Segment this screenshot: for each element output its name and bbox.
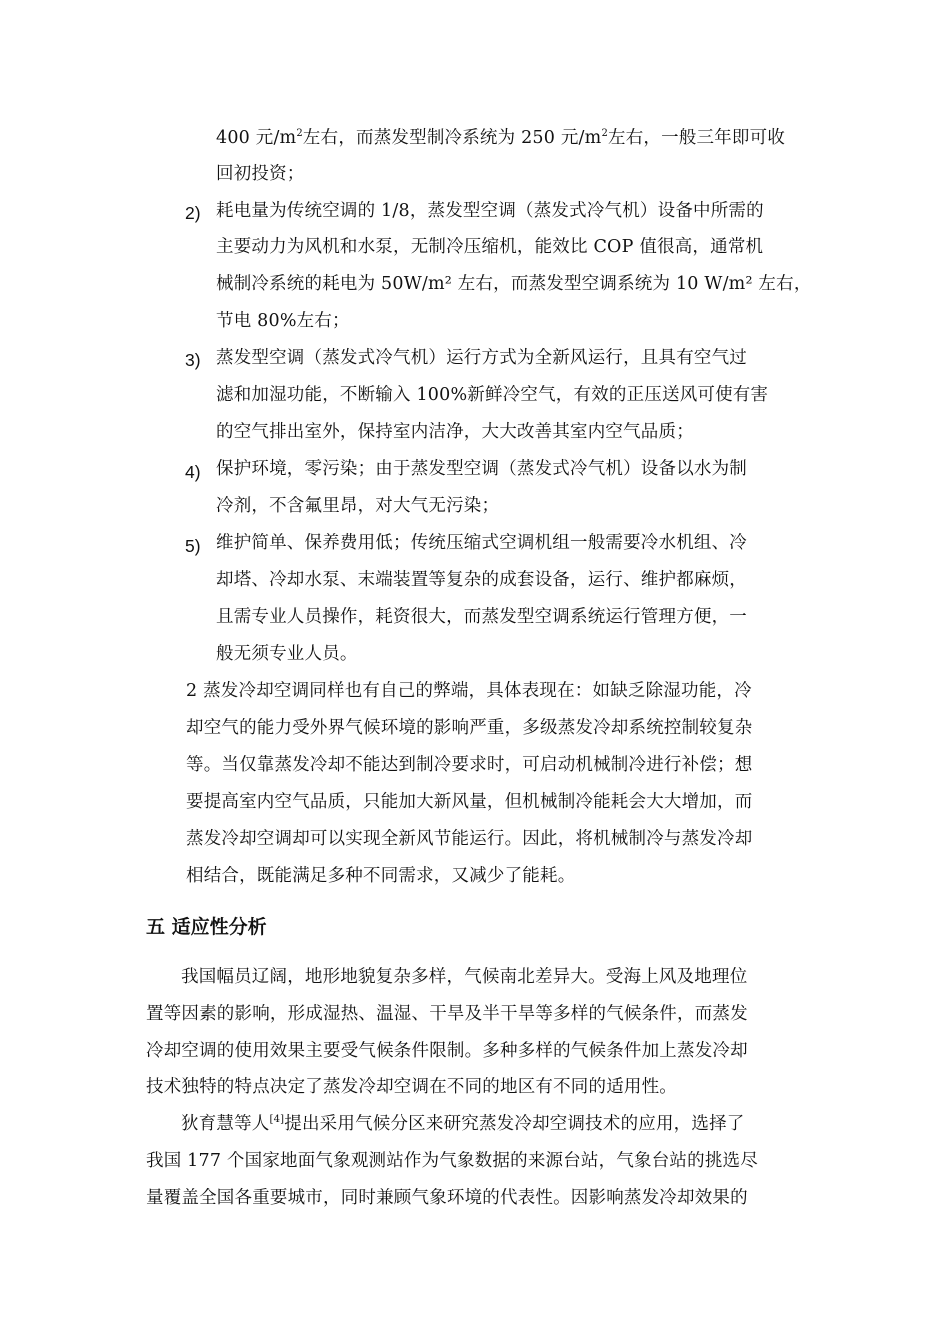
paragraph-line: 相结合，既能满足多种不同需求，又减少了能耗。 [186,866,576,886]
list-item-line: 维护简单、保养费用低；传统压缩式空调机组一般需要冷水机组、冷 [216,533,747,553]
list-item-line: 保护环境，零污染；由于蒸发型空调（蒸发式冷气机）设备以水为制 [216,459,747,479]
intro-text-a: 400 元/m [216,128,297,148]
list-number: 5) [185,536,201,556]
paragraph-line: 我国 177 个国家地面气象观测站作为气象数据的来源台站，气象台站的挑选尽 [146,1151,758,1171]
intro-text-b: 左右，而蒸发型制冷系统为 250 元/m [302,128,602,148]
list-item-line: 般无须专业人员。 [216,644,358,664]
list-item-line: 却塔、冷却水泵、末端装置等复杂的成套设备，运行、维护都麻烦， [216,570,747,590]
paragraph-line: 我国幅员辽阔，地形地貌复杂多样，气候南北差异大。受海上风及地理位 [181,967,748,987]
list-number: 4) [185,462,201,482]
list-item-line: 节电 80%左右； [216,311,350,331]
paragraph-line: 量覆盖全国各重要城市，同时兼顾气象环境的代表性。因影响蒸发冷却效果的 [146,1188,748,1208]
list-item-line: 滤和加湿功能，不断输入 100%新鲜冷空气，有效的正压送风可使有害 [216,385,769,405]
intro-line-2: 回初投资； [216,164,305,184]
paragraph-line: 却空气的能力受外界气候环境的影响严重，多级蒸发冷却系统控制较复杂 [186,718,753,738]
list-item-line: 的空气排出室外，保持室内洁净，大大改善其室内空气品质； [216,422,694,442]
paragraph-line: 置等因素的影响，形成湿热、温湿、干旱及半干旱等多样的气候条件，而蒸发 [146,1004,748,1024]
superscript: 2 [296,128,303,139]
list-item-line: 械制冷系统的耗电为 50W/m² 左右，而蒸发型空调系统为 10 W/m² 左右， [216,274,812,294]
list-number: 3) [185,350,201,370]
superscript: 2 [601,128,609,139]
paragraph-line: 要提高室内空气品质，只能加大新风量，但机械制冷能耗会大大增加，而 [186,792,753,812]
list-item-line: 主要动力为风机和水泵，无制冷压缩机，能效比 COP 值很高，通常机 [216,237,764,257]
intro-line-1 [216,126,785,150]
list-number: 2) [185,203,201,223]
section-heading: 五 适应性分析 [146,916,267,938]
paragraph-line [181,1112,744,1136]
list-item-line: 且需专业人员操作，耗资很大，而蒸发型空调系统运行管理方便，一 [216,607,747,627]
paragraph-text: 狄育慧等人 [181,1114,270,1134]
list-item-line: 蒸发型空调（蒸发式冷气机）运行方式为全新风运行，且具有空气过 [216,348,747,368]
intro-text-c: 左右，一般三年即可收 [608,128,786,148]
paragraph-line: 等。当仅靠蒸发冷却不能达到制冷要求时，可启动机械制冷进行补偿；想 [186,755,753,775]
paragraph-line: 蒸发冷却空调却可以实现全新风节能运行。因此，将机械制冷与蒸发冷却 [186,829,753,849]
paragraph-line: 技术独特的特点决定了蒸发冷却空调在不同的地区有不同的适用性。 [146,1077,677,1097]
citation-ref: [4] [269,1114,285,1125]
list-item-line: 冷剂，不含氟里昂，对大气无污染； [216,496,500,516]
paragraph-line: 2 蒸发冷却空调同样也有自己的弊端，具体表现在：如缺乏除湿功能，冷 [186,681,752,701]
list-item-line: 耗电量为传统空调的 1/8，蒸发型空调（蒸发式冷气机）设备中所需的 [216,201,764,221]
paragraph-line: 冷却空调的使用效果主要受气候条件限制。多种多样的气候条件加上蒸发冷却 [146,1041,748,1061]
paragraph-text: 提出采用气候分区来研究蒸发冷却空调技术的应用，选择了 [284,1114,745,1134]
